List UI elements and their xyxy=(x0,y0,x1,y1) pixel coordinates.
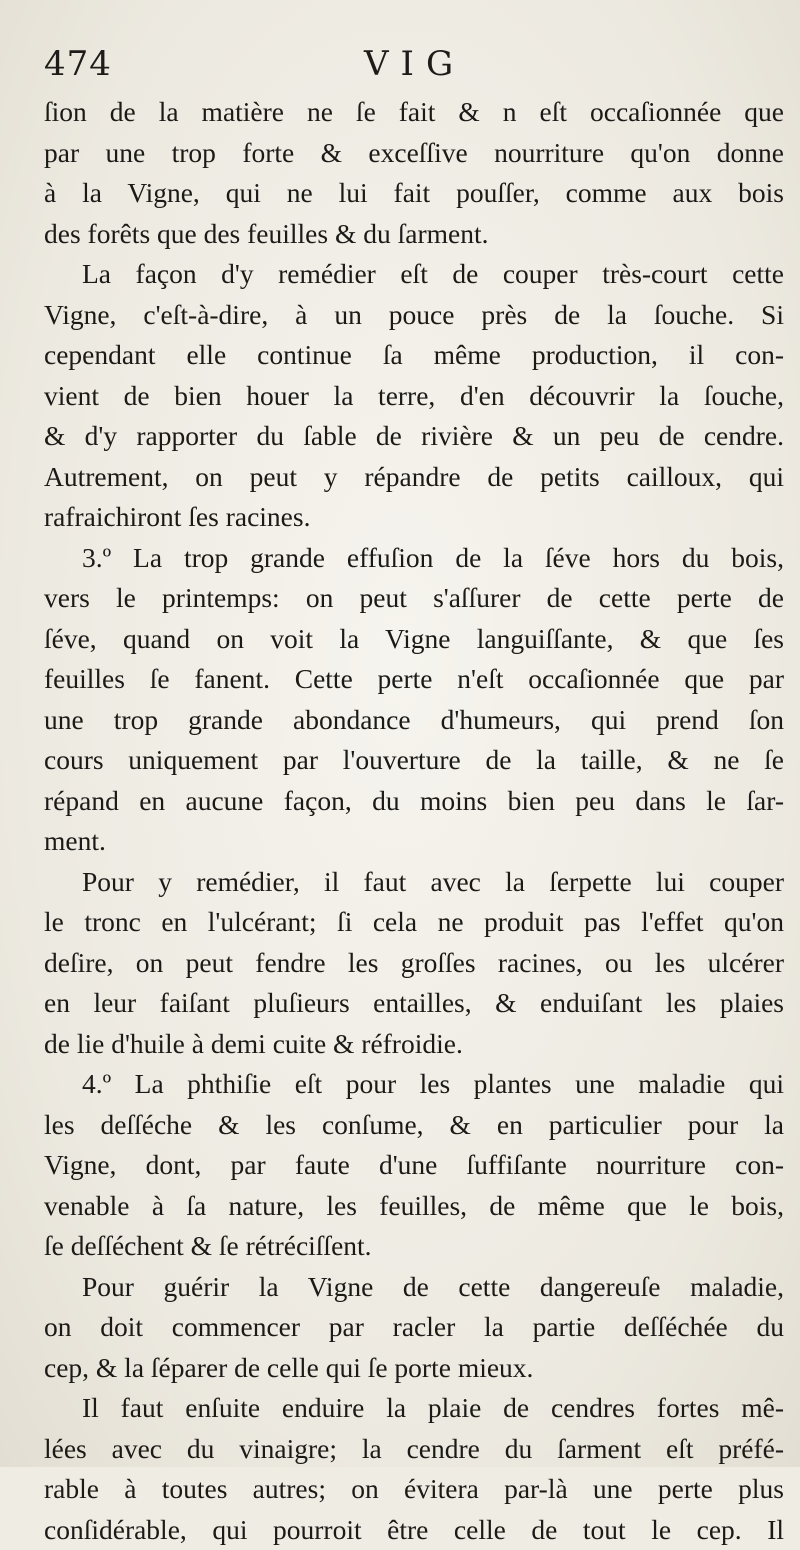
text-line: & d'y rapporter du ſable de rivière & un peu de cendre. xyxy=(44,416,784,457)
text-line: à la Vigne, qui ne lui fait pouſſer, comme aux bois xyxy=(44,173,784,214)
text-line: cours uniquement par l'ouverture de la taille, & ne ſe xyxy=(44,740,784,781)
text-line: les deſſéche & les conſume, & en particulier pour la xyxy=(44,1105,784,1146)
text-line: vers le printemps: on peut s'aſſurer de cette perte de xyxy=(44,578,784,619)
text-line: 4.º La phthiſie eſt pour les plantes une maladie qui xyxy=(44,1064,784,1105)
text-line: feuilles ſe fanent. Cette perte n'eſt occaſionnée que par xyxy=(44,659,784,700)
text-line: de lie d'huile à demi cuite & réfroidie. xyxy=(44,1024,784,1065)
text-line: La façon d'y remédier eſt de couper très-court cette xyxy=(44,254,784,295)
text-line: Pour y remédier, il faut avec la ſerpette lui couper xyxy=(44,862,784,903)
text-line: cep, & la ſéparer de celle qui ſe porte mieux. xyxy=(44,1348,784,1389)
running-head: VIG xyxy=(364,44,465,84)
text-line: ſéve, quand on voit la Vigne languiſſante, & que ſes xyxy=(44,619,784,660)
text-line: répand en aucune façon, du moins bien peu dans le ſar- xyxy=(44,781,784,822)
page-number: 474 xyxy=(44,44,112,84)
body-text xyxy=(44,92,784,1550)
text-line: des forêts que des feuilles & du ſarment. xyxy=(44,214,784,255)
text-line: lées avec du vinaigre; la cendre du ſarment eſt préfé- xyxy=(44,1429,784,1470)
text-line: deſire, on peut fendre les groſſes racines, ou les ulcérer xyxy=(44,943,784,984)
text-line: Vigne, c'eſt-à-dire, à un pouce près de la ſouche. Si xyxy=(44,295,784,336)
text-line: Il faut enſuite enduire la plaie de cendres fortes mê- xyxy=(44,1388,784,1429)
text-line: ſion de la matière ne ſe fait & n eſt occaſionnée que xyxy=(44,92,784,133)
text-line: ſe deſſéchent & ſe rétréciſſent. xyxy=(44,1226,784,1267)
text-line: rafraichiront ſes racines. xyxy=(44,497,784,538)
text-line: le tronc en l'ulcérant; ſi cela ne produit pas l'effet qu'on xyxy=(44,902,784,943)
text-line: 3.º La trop grande effuſion de la ſéve hors du bois, xyxy=(44,538,784,579)
text-line: par une trop forte & exceſſive nourriture qu'on donne xyxy=(44,133,784,174)
text-line: en leur faiſant pluſieurs entailles, & enduiſant les plaies xyxy=(44,983,784,1024)
text-line: Vigne, dont, par faute d'une ſuffiſante nourriture con- xyxy=(44,1145,784,1186)
text-line: ment. xyxy=(44,821,784,862)
text-line: on doit commencer par racler la partie deſſéchée du xyxy=(44,1307,784,1348)
text-line: cependant elle continue ſa même production, il con- xyxy=(44,335,784,376)
text-line: Autrement, on peut y répandre de petits cailloux, qui xyxy=(44,457,784,498)
text-line: rable à toutes autres; on évitera par-là une perte plus xyxy=(44,1469,784,1510)
page-header xyxy=(44,42,780,92)
text-line: Pour guérir la Vigne de cette dangereuſe maladie, xyxy=(44,1267,784,1308)
text-line: conſidérable, qui pourroit être celle de tout le cep. Il xyxy=(44,1510,784,1550)
text-line: venable à ſa nature, les feuilles, de même que le bois, xyxy=(44,1186,784,1227)
text-line: une trop grande abondance d'humeurs, qui prend ſon xyxy=(44,700,784,741)
text-line: vient de bien houer la terre, d'en découvrir la ſouche, xyxy=(44,376,784,417)
